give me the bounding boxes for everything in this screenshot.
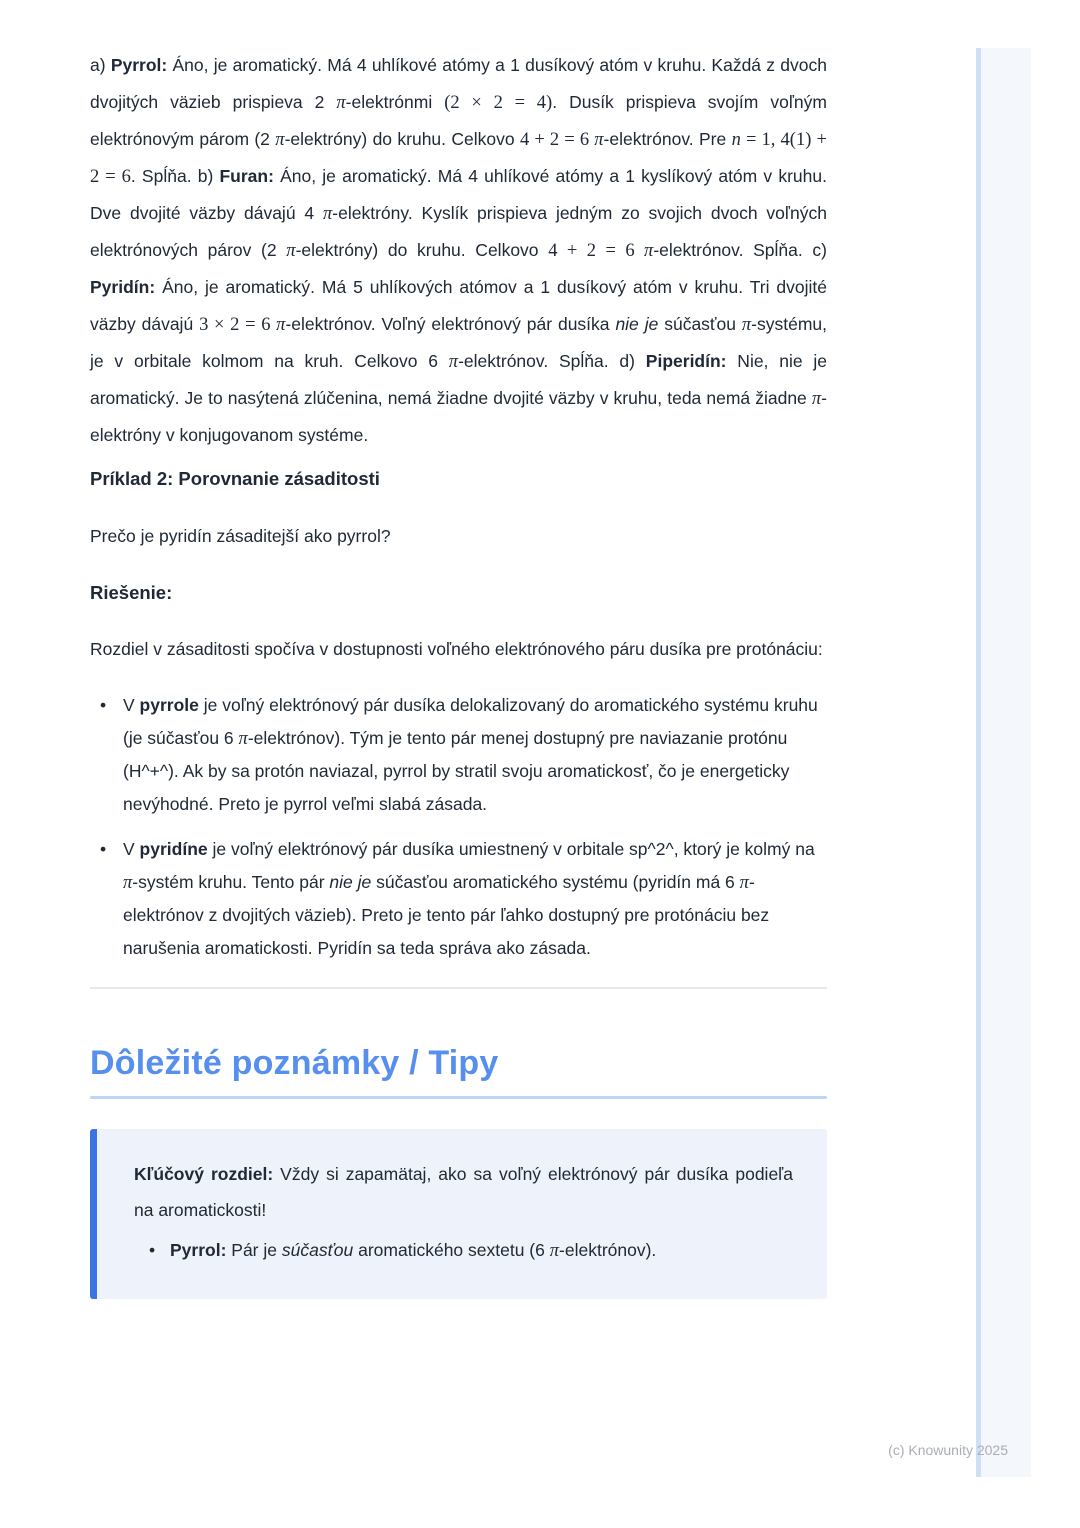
document-content: [90, 47, 827, 1299]
page-margin-strip: [976, 48, 1031, 1477]
callout-bullet-list: [134, 1232, 793, 1269]
solution-label: Riešenie:: [90, 582, 173, 603]
copyright-notice: (c) Knowunity 2025: [888, 1442, 1008, 1458]
section-divider: [90, 987, 827, 989]
notes-heading-underline: [90, 1096, 827, 1099]
basicity-bullet-list: [90, 689, 827, 964]
list-item-pyridine: • V pyridíne je voľný elektrónový pár dusíka umiestnený v orbitale sp^2^, ktorý je kolmý na π-systém kruhu. Tento pár nie je súčasťou aromatického systému (pyridín má 6 π-elektrónov z dvojitých väzieb). Preto je tento pár ľahko dostupný pre protónáciu bez narušenia aromatickosti. Pyridín sa teda správa ako zásada.: [90, 833, 827, 964]
example2-heading: Príklad 2: Porovnanie zásaditosti: [90, 468, 380, 489]
notes-heading: Dôležité poznámky / Tipy: [90, 1044, 499, 1082]
key-difference-callout: [90, 1129, 827, 1299]
example1-solution-paragraph: a) Pyrrol: Áno, je aromatický. Má 4 uhlíkové atómy a 1 dusíkový atóm v kruhu. Každá z dvoch dvojitých väzieb prispieva 2 π-elektrónmi (2 × 2 = 4). Dusík prispieva svojím voľným elektrónovým párom (2 π-elektróny) do kruhu. Celkovo 4 + 2 = 6 π-elektrónov. Pre n = 1, 4(1) + 2 = 6. Spĺňa. b) Furan: Áno, je aromatický. Má 4 uhlíkové atómy a 1 kyslíkový atóm v kruhu. Dve dvojité väzby dávajú 4 π-elektróny. Kyslík prispieva jedným zo svojich dvoch voľných elektrónových párov (2 π-elektróny) do kruhu. Celkovo 4 + 2 = 6 π-elektrónov. Spĺňa. c) Pyridín: Áno, je aromatický. Má 5 uhlíkových atómov a 1 dusíkový atóm v kruhu. Tri dvojité väzby dávajú 3 × 2 = 6 π-elektrónov. Voľný elektrónový pár dusíka nie je súčasťou π-systému, je v orbitale kolmom na kruh. Celkovo 6 π-elektrónov. Spĺňa. d) Piperidín: Nie, nie je aromatický. Je to nasýtená zlúčenina, nemá žiadne dvojité väzby v kruhu, teda nemá žiadne π-elektróny v konjugovanom systéme.: [90, 55, 828, 445]
callout-paragraph: Kľúčový rozdiel: Vždy si zapamätaj, ako sa voľný elektrónový pár dusíka podieľa na aromatickosti!: [134, 1164, 794, 1220]
example2-question: Prečo je pyridín zásaditejší ako pyrrol?: [90, 526, 391, 546]
callout-list-item-pyrrole: • Pyrrol: Pár je súčasťou aromatického sextetu (6 π-elektrónov).: [134, 1232, 793, 1269]
list-item-pyrrole: • V pyrrole je voľný elektrónový pár dusíka delokalizovaný do aromatického systému kruhu (je súčasťou 6 π-elektrónov). Tým je tento pár menej dostupný pre naviazanie protónu (H^+^). Ak by sa protón naviazal, pyrrol by stratil svoju aromatickosť, čo je energeticky nevýhodné. Preto je pyrrol veľmi slabá zásada.: [90, 689, 827, 820]
solution-intro: Rozdiel v zásaditosti spočíva v dostupnosti voľného elektrónového páru dusíka pre protónáciu:: [90, 639, 823, 659]
